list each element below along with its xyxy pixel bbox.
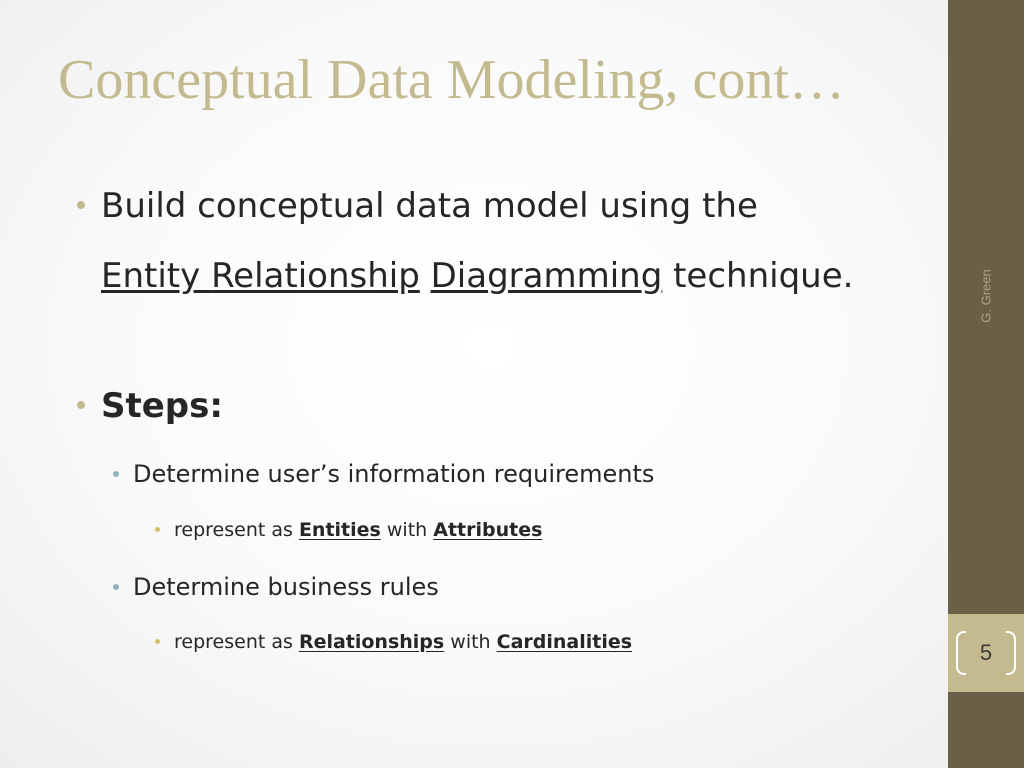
detail-prefix: represent as [174, 519, 299, 541]
term-entity: Entity [101, 256, 212, 296]
bullet-dot [77, 201, 85, 209]
bullet-build-model-text: Build conceptual data model using the [101, 186, 758, 226]
sub-bullet-business-rules-text: Determine business rules [133, 573, 439, 601]
bullet-dot [155, 639, 160, 644]
detail-entities-attributes [174, 518, 542, 542]
bullet-dot [113, 471, 119, 477]
term-cardinalities: Cardinalities [496, 631, 633, 653]
detail-middle: with [444, 631, 497, 653]
detail-prefix: represent as [174, 631, 299, 653]
sub-bullet-info-requirements [133, 459, 654, 489]
slide-title: Conceptual Data Modeling, cont… [58, 49, 845, 111]
bullet-build-model-line2 [101, 256, 853, 296]
bullet-dot [77, 401, 85, 409]
bullet-build-model-line1 [101, 186, 758, 226]
bullet-dot [155, 527, 160, 532]
page-number-box [948, 614, 1024, 692]
sub-bullet-info-requirements-text: Determine user’s information requirements [133, 460, 655, 488]
detail-middle: with [380, 519, 434, 541]
sub-bullet-business-rules [133, 572, 439, 602]
term-relationship: Relationship [211, 256, 420, 296]
page-number: 5 [979, 640, 993, 665]
term-relationships: Relationships [298, 631, 445, 653]
bullet-dot [113, 584, 119, 590]
footer-author: G. Green [978, 269, 994, 323]
steps-label: Steps: [101, 386, 223, 426]
technique-text: technique. [662, 256, 854, 296]
term-diagramming: Diagramming [430, 256, 663, 296]
bullet-steps [101, 386, 223, 426]
detail-relationships-cardinalities [174, 630, 632, 654]
term-attributes: Attributes [433, 519, 543, 541]
term-entities: Entities [298, 519, 381, 541]
